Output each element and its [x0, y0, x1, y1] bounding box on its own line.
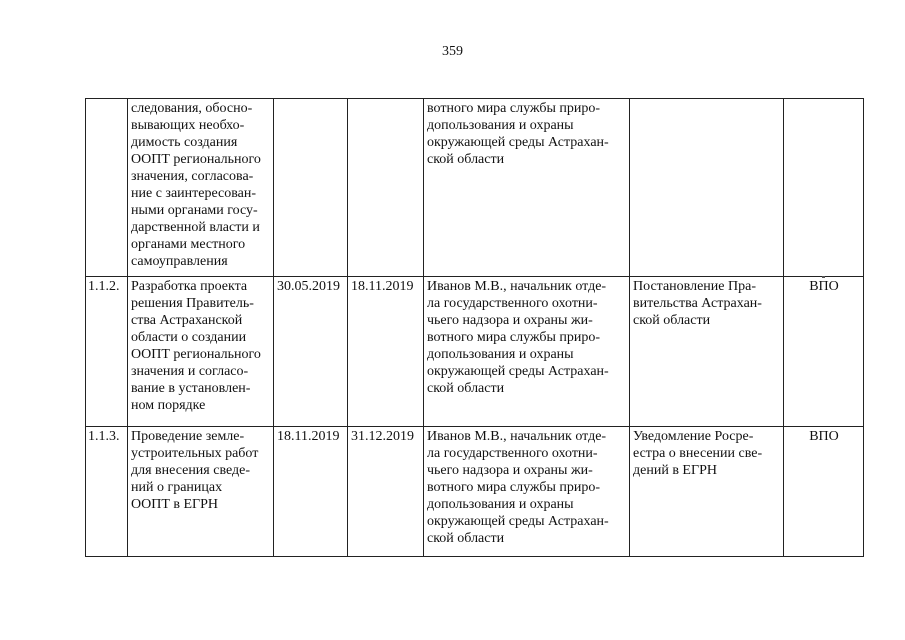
funding-source-cell: ВПО: [784, 277, 864, 427]
page-number: 359: [442, 44, 463, 59]
responsible-cell: Иванов М.В., начальник отде- ла государственного охотни- чьего надзора и охраны жи- вотного мира службы приро- допользования и охраны окружающей среды Астрахан- ской области: [424, 427, 630, 557]
row-number-cell: 1.1.3.: [86, 427, 128, 557]
table-row: [86, 277, 864, 427]
responsible-cell: вотного мира службы приро- допользования и охраны окружающей среды Астрахан- ской области: [424, 99, 630, 277]
start-date-cell: 18.11.2019: [274, 427, 348, 557]
responsible-cell: Иванов М.В., начальник отде- ла государственного охотни- чьего надзора и охраны жи- вотного мира службы приро- допользования и охраны окружающей среды Астрахан- ской области: [424, 277, 630, 427]
start-date-cell: [274, 99, 348, 277]
funding-source-cell: [784, 99, 864, 277]
scan-speck: [822, 276, 825, 278]
result-cell: Уведомление Росре- естра о внесении све- дений в ЕГРН: [630, 427, 784, 557]
table-row: [86, 427, 864, 557]
task-cell: Проведение земле- устроительных работ для внесения сведе- ний о границах ООПТ в ЕГРН: [128, 427, 274, 557]
row-number-cell: 1.1.2.: [86, 277, 128, 427]
task-cell: Разработка проекта решения Правитель- ства Астраханской области о создании ООПТ регионального значения и согласо- вание в установлен- ном порядке: [128, 277, 274, 427]
funding-source-cell: ВПО: [784, 427, 864, 557]
end-date-cell: [348, 99, 424, 277]
end-date-cell: 18.11.2019: [348, 277, 424, 427]
task-cell: следования, обосно- вывающих необхо- димость создания ООПТ регионального значения, согласова- ние с заинтересован- ными органами госу- дарственной власти и органами местного самоуправления: [128, 99, 274, 277]
plan-table: [85, 98, 864, 557]
row-number-cell: [86, 99, 128, 277]
start-date-cell: 30.05.2019: [274, 277, 348, 427]
result-cell: [630, 99, 784, 277]
table-row: [86, 99, 864, 277]
end-date-cell: 31.12.2019: [348, 427, 424, 557]
result-cell: Постановление Пра- вительства Астрахан- ской области: [630, 277, 784, 427]
